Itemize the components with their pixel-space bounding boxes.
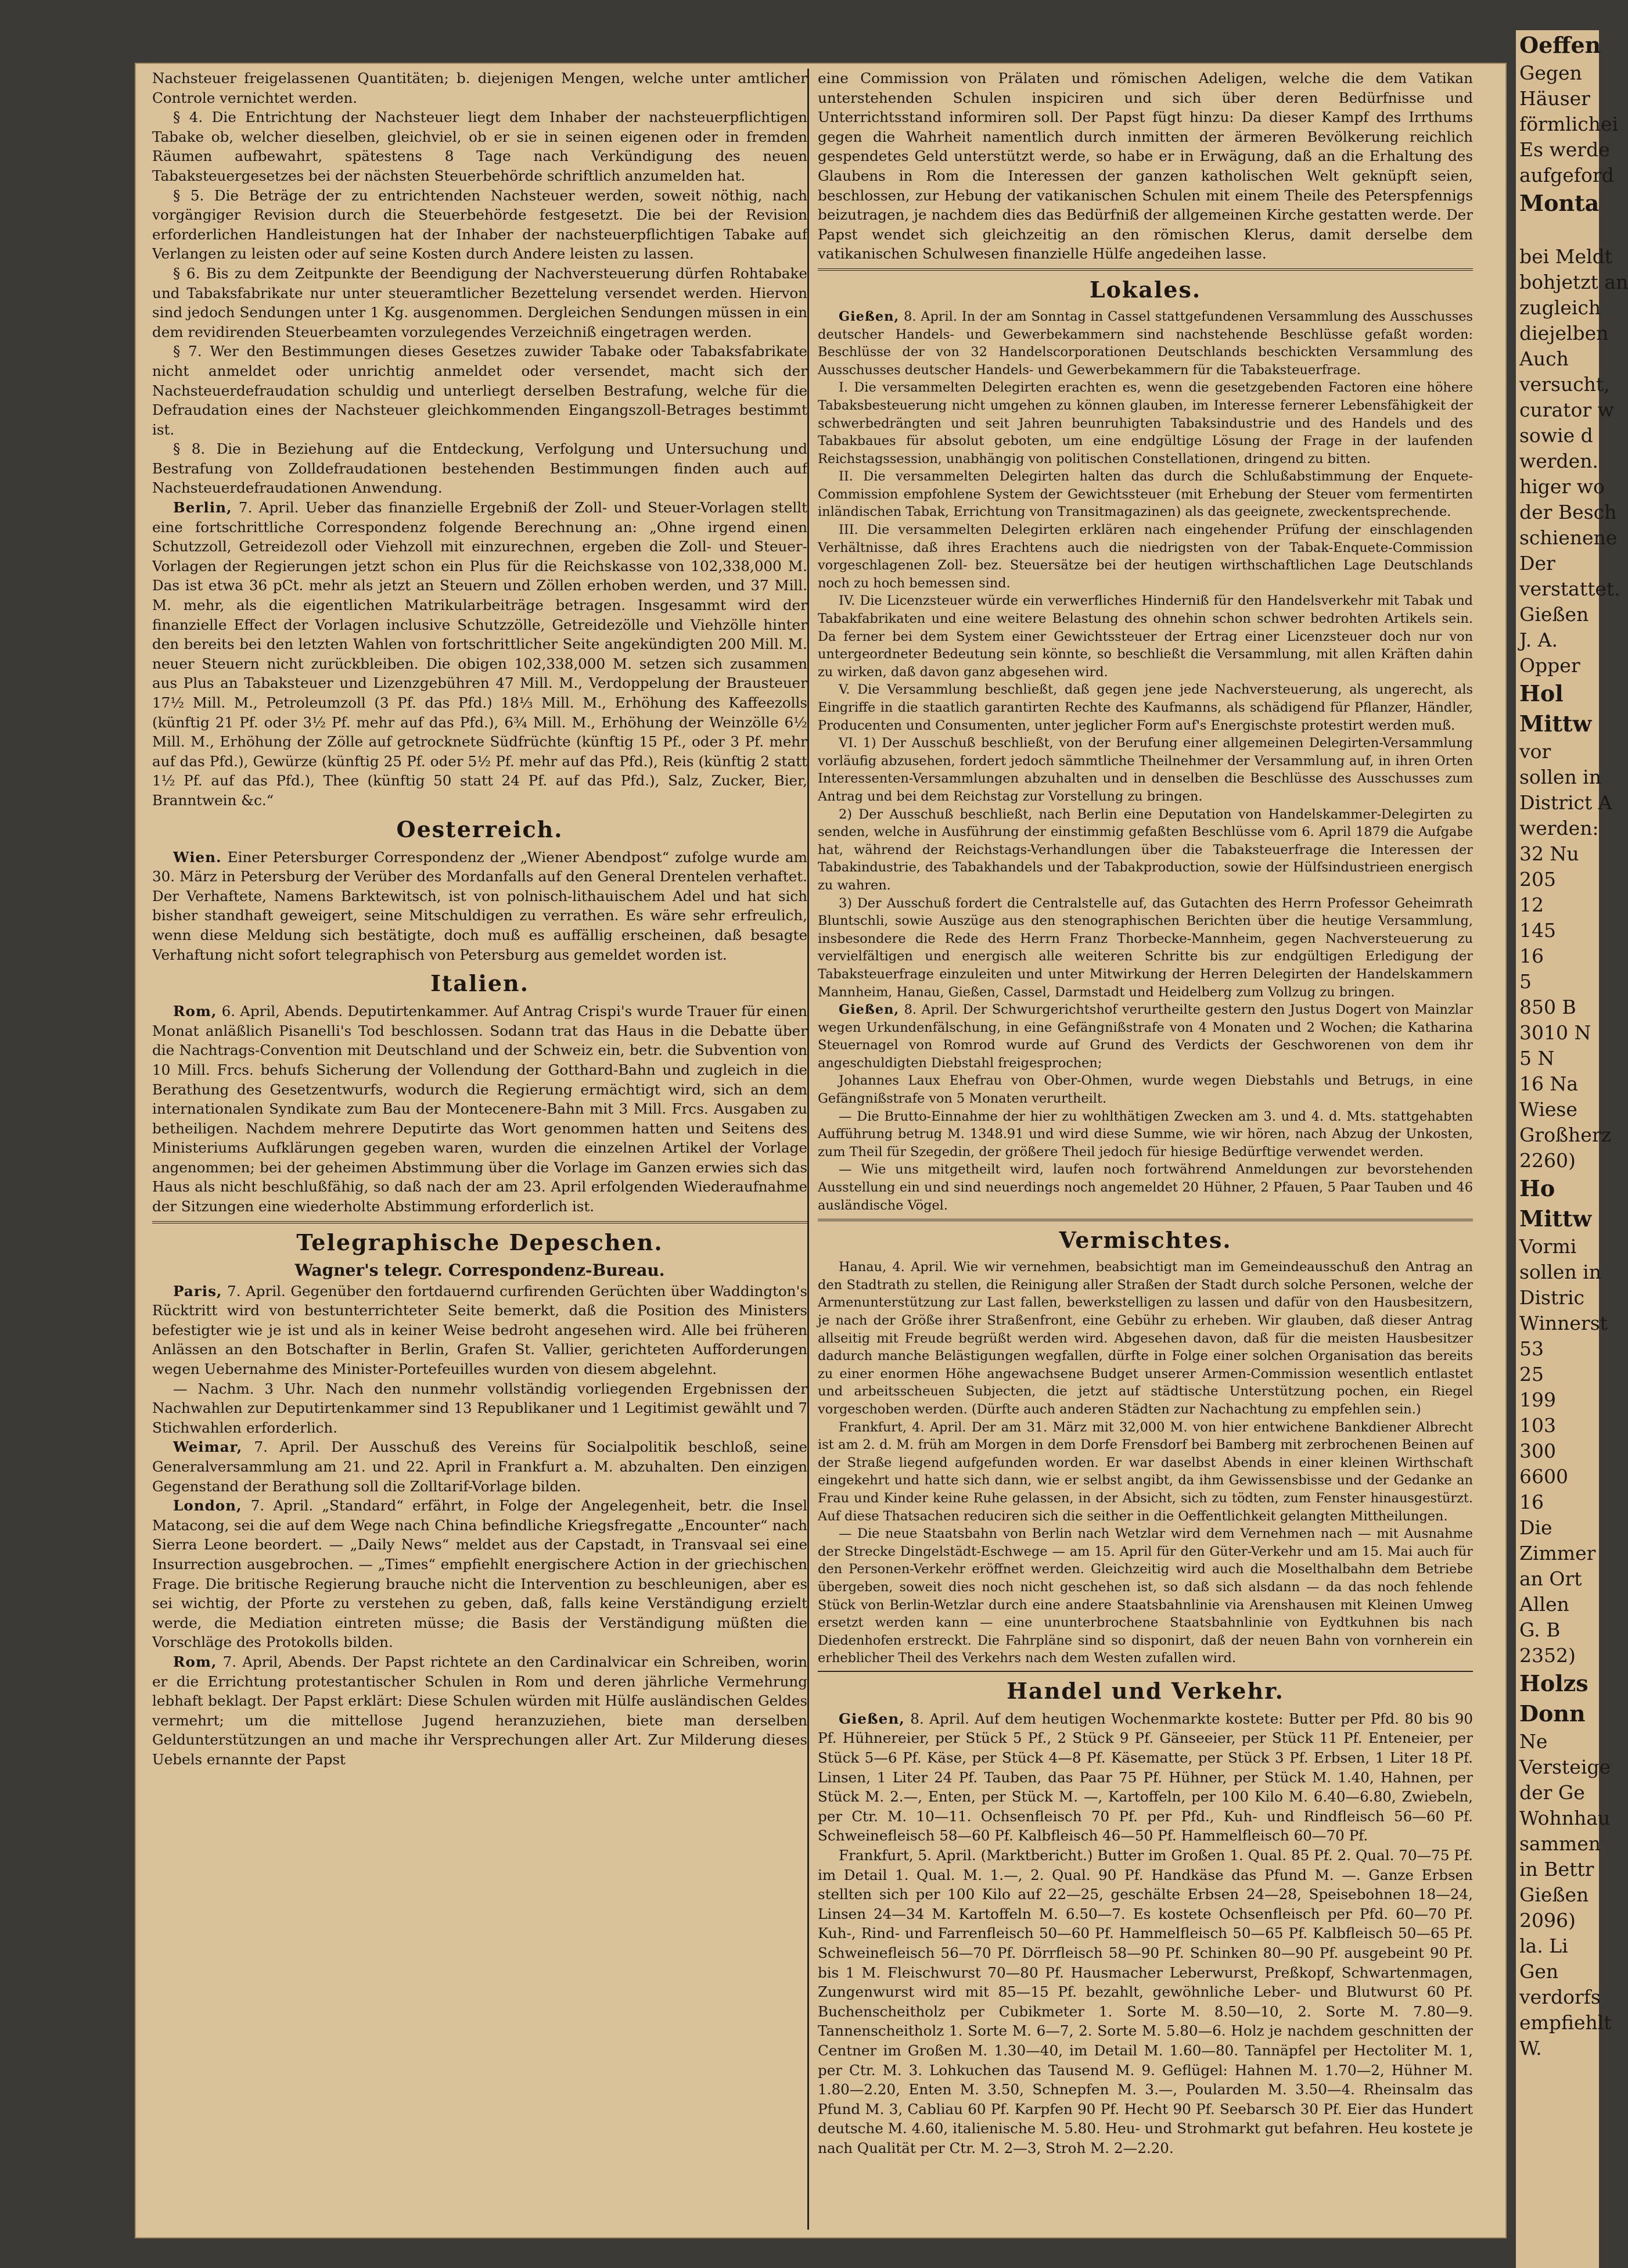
article-giessen [818,308,1473,379]
paragraph: — Die Brutto-Einnahme der hier zu wohlthätigen Zwecken am 3. und 4. d. Mts. stattgehabten Aufführung betrug M. 1348.91 und wird diese Summe, wie wir hören, nach Abzug der Unkosten, zum Theil für Szegedin, der größere Theil jedoch für hiesige Bedürftige verwendet werden. [818,1108,1473,1160]
strip-line: Wiese [1519,1098,1577,1121]
dateline: Paris, [173,1282,222,1300]
strip-line: 16 [1519,945,1544,967]
article-berlin [152,498,807,810]
paragraph: § 5. Die Beträge der zu entrichtenden Nachsteuer werden, soweit nöthig, nach vorgängiger Revision durch die Steuerbehörde festgesetzt. Die bei der Revision erforderlichen Handleistungen hat der Inhaber der nachsteuerpflichtigen Tabake auf Verlangen zu leisten oder auf seine Kosten durch Andere leisten zu lassen. [152,186,807,263]
strip-line: sollen in [1519,1261,1601,1283]
strip-line: Gießen [1519,1883,1589,1906]
dateline: Wien. [173,848,222,866]
strip-line: 25 [1519,1363,1544,1386]
strip-line: der Ge [1519,1781,1585,1804]
paragraph-continued: eine Commission von Prälaten und römischen Adeligen, welche die dem Vatikan unterstehenden Schulen inspiciren und sich über deren Bedürfnisse und Unterrichtsstand informiren soll. Der Papst fügt hinzu: Da dieser Kampf des Irrthums gegen die Wahrheit namentlich durch inmitten der ärmeren Bevölkerung reichlich gespendetes Geld unterstützt werde, so habe er in Erwägung, daß an die Erhaltung des Glaubens in Rom die Interessen der ganzen katholischen Welt geknüpft seien, beschlossen, zur Hebung der vatikanischen Schulen mit einem Theile des Peterspfennigs beizutragen, je nachdem dies das Bedürfniß der allgemeinen Kirche gestatten werde. Der Papst wendet sich gleichzeitig an den römischen Klerus, damit derselbe dem vatikanischen Schulwesen finanzielle Hülfe angedeihen lasse. [818,70,1473,263]
strip-line: Allen [1519,1593,1569,1616]
strip-line: schienene [1519,526,1618,549]
strip-line: Donn [1519,1700,1586,1727]
strip-line: sollen in [1519,766,1601,788]
dateline: London, [173,1497,242,1515]
strip-line: 5 [1519,970,1532,993]
strip-line: werden. [1519,450,1598,472]
article-market-frankfurt: Frankfurt, 5. April. (Marktbericht.) Butter im Großen 1. Qual. 85 Pf. 2. Qual. 70—75 Pf. im Detail 1. Qual. M. 1.—, 2. Qual. 90 Pf. Handkäse das Pfund M. —. Ganze Erbsen stellten sich per 100 Kilo auf 22—25, geschälte Erbsen 24—28, Speisebohnen 18—24, Linsen 24—34 M. Kartoffeln M. 6.50—7. Es kostete Ochsenfleisch per Pfd. 60—70 Pf. Kuh-, Rind- und Farrenfleisch 50—60 Pf. Hammelfleisch 50—65 Pf. Kalbfleisch 50—65 Pf. Schweinefleisch 56—70 Pf. Dörrfleisch 58—90 Pf. Schinken 80—90 Pf. ausgebeint 90 Pf. bis 1 M. Fleischwurst 70—80 Pf. Hausmacher Leberwurst, Preßkopf, Schwartenmagen, Zungenwurst wird mit 85—15 Pf. bezahlt, gewöhnliche Leber- und Blutwurst 60 Pf. Buchenscheitholz per Cubikmeter 1. Sorte M. 8.50—10, 2. Sorte M. 7.80—9. Tannenscheitholz 1. Sorte M. 6—7, 2. Sorte M. 5.80—6. Holz je nachdem geschnitten der Centner im Großen M. 1.30—40, im Detail M. 1.60—80. Tannäpfel per Hectoliter M. 1, per Ctr. M. 3. Lohkuchen das Tausend M. 9. Geflügel: Hahnen M. 1.70—2, Hühner M. 1.80—2.20, Enten M. 3.50, Schnepfen M. 3.—, Poularden M. 3.50—4. Rheinsalm das Pfund M. 3, Cabliau 60 Pf. Karpfen 90 Pf. Hecht 90 Pf. Seebarsch 30 Pf. Eier das Hundert deutsche M. 4.60, italienische M. 5.80. Heu- und Strohmarkt gut befahren. Heu kostete je nach Qualität per Ctr. M. 2—3, Stroh M. 2—2.20. [818,1847,1473,2156]
strip-line: G. B [1519,1619,1561,1641]
article-text: 7. April, Abends. Der Papst richtete an den Cardinalvicar ein Schreiben, worin er die Errichtung protestantischer Schulen in Rom und deren jährliche Vermehrung lebhaft beklagt. Der Papst erklärt: Diese Schulen würden mit Hülfe ausländischen Geldes vermehrt; um die mittellose Jugend heranzuziehen, biete man derselben Geldunterstützungen an und mache ihr Versprechungen aller Art. Zur Milderung dieses Uebels ernannte der Papst [152,1653,807,1768]
strip-line: J. A. [1519,629,1558,651]
strip-line: Versteige [1519,1756,1611,1778]
dateline: Rom, [173,1653,217,1670]
strip-line: an Ort [1519,1567,1582,1590]
article-text: 7. April. „Standard“ erfährt, in Folge der Angelegenheit, betr. die Insel Matacong, sei die auf dem Wege nach China befindliche Kriegsfregatte „Encounter“ nach Sierra Leone beordert. — „Daily News“ meldet aus der Capstadt, in Transvaal sei eine Insurrection ausgebrochen. — „Times“ empfiehlt energischere Action in der griechischen Frage. Die britische Regierung brauche nicht die Intervention zu beschleunigen, aber es sei wichtig, der Pforte zu verstehen zu geben, daß, falls keine Verständigung erzielt werde, die Mediation eintreten müsse; die Basis der Verständigung müßten die Vorschläge des Protokolls bilden. [152,1497,807,1651]
strip-line: verstattet. [1519,577,1620,600]
article-market-giessen [818,1709,1473,1846]
article-text: 8. April. Der Schwurgerichtshof verurtheilte gestern den Justus Dogert von Mainzlar wegen Urkundenfälschung, in eine Gefängnißstrafe von 4 Monaten und 2 Wochen; die Katharina Steuernagel von Romrod wurde auf Grund des Verdicts der Geschworenen von dem ihr angeschuldigten Diebstahl freigesprochen; [818,1002,1473,1071]
strip-line: Gegen [1519,62,1582,84]
article-text: Einer Petersburger Correspondenz der „Wiener Abendpost“ zufolge wurde am 30. März in Petersburg der Verüber des Mordanfalls auf den General Drentelen verhaftet. Der Verhaftete, Namens Barktewitsch, ist von polnisch-lithauischem Adel und hat sich bisher standhaft geweigert, seine Mitschuldigen zu verrathen. Es wäre sehr erfreulich, wenn diese Meldung sich bestätigte, doch muß es auffällig erscheinen, daß besagte Verhaftung nicht sofort telegraphisch von Petersburg aus gemeldet worden ist. [152,848,807,963]
column-separator [807,69,809,2230]
strip-line: curator w [1519,399,1614,421]
paragraph: Nachsteuer freigelassenen Quantitäten; b. diejenigen Mengen, welche unter amtlicher Controle vernichtet werden. [152,70,807,106]
dateline: Gießen, [839,1002,900,1018]
dateline: Rom, [173,1003,217,1020]
section-heading-italien: Italien. [430,970,529,997]
resolution-2: II. Die versammelten Delegirten halten das durch die Schlußabstimmung der Enquete-Commission empfohlene System der Gewichtssteuer (mit Erhebung der Steuer vom fermentirten inländischen Tabak, Errichtung von Transitmagazinen) als das geeignete, zweckentsprechende. [818,469,1473,520]
article-weimar [152,1437,807,1496]
resolution-1: I. Die versammelten Delegirten erachten es, wenn die gesetzgebenden Factoren eine höhere Tabaksbesteuerung nicht umgehen zu können glauben, im Interesse fernerer Lebensfähigkeit der schwerbedrängten und seit Jahren beunruhigten Tabaksindustrie und des Handels und des Tabakbaues für absolut geboten, um eine endgültige Lösung der Frage in der laufenden Reichstagssession, unabhängig von politischen Constellationen, dringend zu bitten. [818,380,1473,466]
dateline: Gießen, [839,308,900,324]
article-wien [152,848,807,965]
paragraph: Johannes Laux Ehefrau von Ober-Ohmen, wurde wegen Diebstahls und Betrugs, in eine Gefängnißstrafe von 5 Monaten verurtheilt. [818,1073,1473,1107]
strip-line: Ho [1519,1175,1555,1201]
strip-line: Hol [1519,680,1564,706]
strip-line: Zimmer [1519,1542,1596,1564]
section-rule [152,1221,807,1223]
strip-line: 6600 [1519,1465,1568,1488]
article-text: 7. April. Ueber das finanzielle Ergebniß der Zoll- und Steuer-Vorlagen stellt eine fortschrittliche Correspondenz folgende Berechnung an: „Ohne irgend einen Schutzzoll, Getreidezoll oder Viehzoll mit einzurechnen, ergeben die Zoll- und Steuer-Vorlagen der Regierungen jetzt schon ein Plus für die Reichskasse von 102,338,000 M. Das ist etwa 36 pCt. mehr als jetzt an Steuern und Zöllen erhoben werden, und 37 Mill. M. mehr, als die eigentlichen Matrikularbeiträge betragen. Insgesammt wird der finanzielle Effect der Vorlagen inclusive Schutzzölle, Getreidezölle und Viehzölle hinter den bereits bei den letzten Wahlen von fortschrittlicher Seite angekündigten 200 Mill. M. neuer Steuern nicht zurückbleiben. Die obigen 102,338,000 M. setzen sich zusammen aus Plus an Tabaksteuer und Lizenzgebühren 47 Mill. M., Verdoppelung der Brausteuer 17½ Mill. M., Petroleumzoll (3 Pf. das Pfd.) 18⅓ Mill. M., Erhöhung des Kaffeezolls (künftig 21 Pf. oder 3½ Pf. mehr auf das Pfd.), 6¾ Mill. M., Erhöhung der Weinzölle 6½ Mill. M., Erhöhung der Zölle auf getrocknete Südfrüchte (künftig 15 Pf., oder 3 Pf. mehr auf das Pfd.), Gewürze (künftig 25 Pf. oder 5½ Pf. mehr auf das Pfd.), Reis (künftig 2 statt 1½ Pf. auf das Pfd.), Thee (künftig 50 statt 24 Pf. auf das Pfd.), Salz, Zucker, Bier, Branntwein &c.“ [152,499,807,809]
dateline: Berlin, [173,499,232,516]
section-heading-oesterreich: Oesterreich. [396,816,563,842]
strip-line: verdorfs [1519,1986,1601,2008]
strip-line: Mittw [1519,710,1592,737]
strip-line: in Bettr [1519,1858,1594,1881]
strip-line: 103 [1519,1414,1556,1437]
article-rom-2 [152,1652,807,1770]
article-london [152,1496,807,1652]
strip-line: Vormi [1519,1235,1577,1258]
strip-line: District A [1519,791,1612,814]
strip-line: Die [1519,1516,1552,1539]
strip-line: 32 Nu [1519,842,1579,865]
section-heading-vermischtes: Vermischtes. [1059,1227,1232,1254]
strip-line: sowie d [1519,424,1593,447]
article-giessen-2 [818,1001,1473,1072]
strip-line: Häuser [1519,87,1590,110]
strip-line: Großherz [1519,1124,1611,1146]
strip-line: 850 B [1519,996,1576,1018]
paragraph: § 8. Die in Beziehung auf die Entdeckung, Verfolgung und Untersuchung und Bestrafung von Zolldefraudationen bestehenden Bestimmungen finden auch auf Nachsteuerdefraudationen Anwendung. [152,440,807,497]
strip-line: Auch [1519,347,1569,370]
strip-line: sammen [1519,1832,1601,1855]
strip-line: Es werde [1519,138,1610,161]
dateline: Weimar, [173,1438,243,1456]
section-heading-lokales: Lokales. [1089,276,1202,303]
strip-line: Holzs [1519,1670,1589,1696]
article-hanau: Hanau, 4. April. Wie wir vernehmen, beabsichtigt man im Gemeindeausschuß den Antrag an den Stadtrath zu stellen, die Reinigung aller Straßen der Stadt durch solche Personen, welche der Armenunterstützung zur Last fallen, bewerkstelligen zu lassen und dafür von den Hausbesitzern, je nach der Größe ihrer Straßenfront, eine Gebühr zu erheben. Wir glauben, daß dieser Antrag allseitig mit Freude begrüßt werden wird. Abgesehen davon, daß für die meisten Hausbesitzer dadurch manche Belästigungen wegfallen, dürfte in Folge einer solchen Organisation das bereits zu einer enormen Höhe angewachsene Budget unserer Armen-Commission wesentlich entlastet und arbeitsscheuen Subjecten, die jetzt auf städtische Unterstützung pochen, ein Riegel vorgeschoben werden. (Dürfte auch anderen Städten zur Nachachtung zu empfehlen sein.) [818,1259,1473,1417]
resolution-3: III. Die versammelten Delegirten erklären nach eingehender Prüfung der einschlagenden Verhältnisse, daß ihres Erachtens auch die niedrigsten von der Tabak-Enquete-Commission vorgeschlagenen Zoll- bez. Steuersätze bei der heutigen wirthschaftlichen Lage Deutschlands noch zu hoch bemessen sind. [818,522,1473,591]
strip-line: Winnerst [1519,1312,1608,1334]
resolution-6-3: 3) Der Ausschuß fordert die Centralstelle auf, das Gutachten des Herrn Professor Geheimrath Bluntschli, sowie Auszüge aus den stenographischen Berichten über die heutige Versammlung, insbesondere die Rede des Herrn Franz Thorbecke-Mannheim, gegen Nachversteuerung zu vervielfältigen und energisch alle weiteren Schritte bis zur endgültigen Erledigung der Tabaksteuerfrage einzuleiten und unter Mitwirkung der Herren Delegirten der Handelskammern Mannheim, Hanau, Gießen, Cassel, Darmstadt und Heidelberg zum Vollzug zu bringen. [818,895,1473,1000]
paragraph: § 4. Die Entrichtung der Nachsteuer liegt dem Inhaber der nachsteuerpflichtigen Tabake ob, welcher dieselben, gleichviel, ob er sie in seinen eigenen oder in fremden Räumen aufbewahrt, spätestens 8 Tage nach Verkündigung des neuen Tabaksteuergesetzes bei der nächsten Steuerbehörde schriftlich anzumelden hat. [152,109,807,184]
strip-line: 2096) [1519,1909,1576,1932]
strip-line: 53 [1519,1337,1544,1360]
strip-line: empfiehlt [1519,2011,1612,2034]
strip-line: Gießen [1519,603,1589,626]
strip-line: förmlichei [1519,113,1619,135]
strip-line: 3010 N [1519,1021,1591,1044]
strip-line: higer wo [1519,475,1605,498]
article-rom [152,1002,807,1216]
strip-line: versucht, [1519,373,1610,396]
adjacent-page-strip [1516,30,1628,2268]
strip-line: 16 Na [1519,1072,1579,1095]
resolution-6-2: 2) Der Ausschuß beschließt, nach Berlin eine Deputation von Handelskammer-Delegirten zu senden, welche in Ausführung der einstimmig gefaßten Beschlüsse vom 6. April 1879 die Aufgabe hat, während der Reichstags-Verhandlungen über die Tabaksteuerfrage die Interessen der Tabakindustrie, des Tabakhandels und der Tabakproduction, sowie der Hülfsindustrieen energisch zu wahren. [818,806,1473,893]
article-text: 7. April. Der Ausschuß des Vereins für Socialpolitik beschloß, seine Generalversammlung am 21. und 22. April in Frankfurt a. M. abzuhalten. Den einzigen Gegenstand der Berathung soll die Zolltarif-Vorlage bilden. [152,1438,807,1495]
strip-line: 2352) [1519,1644,1576,1667]
resolution-5: V. Die Versammlung beschließt, daß gegen jene jede Nachversteuerung, als ungerecht, als Eingriffe in die staatlich garantirten Rechte des Kaufmanns, als schädigend für Pflanzer, Händler, Producenten und Consumenten, unter jeglicher Form auf's Energischste protestirt werden muß. [818,682,1473,733]
strip-line: 300 [1519,1440,1556,1462]
strip-line: Wohnhau [1519,1807,1611,1829]
strip-line: werden: [1519,817,1599,839]
article-text: 8. April. In der am Sonntag in Cassel stattgefundenen Versammlung des Ausschusses deutscher Handels- und Gewerbekammern sind nachstehende Beschlüsse gefaßt worden: Beschlüsse der von 32 Handelscorporationen Deutschlands beschickten Versammlung des Ausschusses deutscher Handels- und Gewerbekammern für die Tabaksteuerfrage. [818,308,1474,378]
strip-line: 16 [1519,1491,1544,1513]
right-column [818,69,1473,2241]
strip-line: diejelben [1519,322,1609,344]
strip-line: 12 [1519,893,1544,916]
article-paris-2: — Nachm. 3 Uhr. Nach den nunmehr vollständig vorliegenden Ergebnissen der Nachwahlen zur Deputirtenkammer sind 13 Republikaner und 1 Legitimist gewählt und 7 Stichwahlen erforderlich. [152,1380,807,1436]
strip-line: bei Meldt [1519,245,1612,268]
dateline: Gießen, [839,1710,905,1727]
left-column [152,69,807,2221]
section-heading-telegraphische-depeschen: Telegraphische Depeschen. [296,1229,663,1255]
strip-line: zugleich [1519,296,1601,319]
strip-line: Monta [1519,190,1600,216]
strip-line: 5 N [1519,1047,1555,1070]
paragraph: § 6. Bis zu dem Zeitpunkte der Beendigung der Nachversteuerung dürfen Rohtabake und Tabaksfabrikate nur unter steueramtlicher Bezettelung versendet werden. Hiervon sind jedoch Sendungen unter 1 Kg. ausgenommen. Dergleichen Sendungen müssen in ein dem revidirenden Steuerbeamten vorzulegendes Verzeichniß eingetragen werden. [152,264,807,340]
resolution-6: VI. 1) Der Ausschuß beschließt, von der Berufung einer allgemeinen Delegirten-Versammlung vorläufig abzusehen, fordert jedoch sämmtliche Theilnehmer der Versammlung auf, in ihren Orten Interessenten-Versammlungen abzuhalten und in denselben die Beschlüsse des Ausschusses zum Antrag und bei dem Reichstag zur Vorstellung zu bringen. [818,735,1473,804]
strip-line: Ne [1519,1730,1548,1753]
article-text: 6. April, Abends. Deputirtenkammer. Auf Antrag Crispi's wurde Trauer für einen Monat anläßlich Pisanelli's Tod beschlossen. Sodann trat das Haus in die Debatte über die Nachtrags-Convention mit Deutschland und der Schweiz ein, betr. die Subvention von 10 Mill. Frcs. behufs Sicherung der Vollendung der Gotthard-Bahn und zugleich in die Berathung des Gesetzentwurfs, wodurch die Regierung ermächtigt wird, sich an dem internationalen Syndikate zum Bau der Montecenere-Bahn mit 3 Mill. Frcs. Ausgaben zu betheiligen. Nachdem mehrere Deputirte das Wort genommen hatten und Seitens des Ministeriums Aufklärungen gegeben waren, wurden die einzelnen Artikel der Vorlage angenommen; bei der geheimen Abstimmung über die Vorlage im Ganzen erwies sich das Haus als nicht beschlußfähig, so daß nach der am 23. April erfolgenden Wiederaufnahme der Sitzungen eine wiederholte Abstimmung erforderlich ist. [152,1003,807,1215]
article-text: 7. April. Gegenüber den fortdauernd curfirenden Gerüchten über Waddington's Rücktritt wird von bestunterrichteter Seite bemerkt, daß die Position des Ministers befestigter wie je ist und als in keiner Weise bedroht angesehen wird. Alle bei früheren Anlässen an den Botschafter in Berlin, Grafen St. Vallier, gerichteten Aufforderungen wegen Uebernahme des Minister-Portefeuilles wurden von diesem abgelehnt. [152,1282,807,1378]
strip-line: bohjetzt an [1519,271,1628,293]
strip-line: Gen [1519,1960,1559,1983]
strip-line: 2260) [1519,1149,1576,1172]
strip-line: Distric [1519,1286,1585,1309]
strip-line: vor [1519,740,1551,763]
paragraph: § 7. Wer den Bestimmungen dieses Gesetzes zuwider Tabake oder Tabaksfabrikate nicht anmeldet oder unrichtig anmeldet oder versendet, macht sich der Nachsteuerdefraudation schuldig und unterliegt derselben Bestrafung, welche für die Defraudation eines der Nachsteuer gleichkommenden Eingangszoll-Betrages bestimmt ist. [152,343,807,438]
strip-line: Mittw [1519,1205,1592,1232]
article-frankfurt: Frankfurt, 4. April. Der am 31. März mit 32,000 M. von hier entwichene Bankdiener Albrecht ist am 2. d. M. früh am Morgen in dem Dorfe Frensdorf bei Bamberg mit zerbrochenen Beinen auf der Straße liegend aufgefunden worden. Er war daselbst Abends in einer kleinen Wirthschaft eingekehrt und hatte sich dann, wie er selbst angibt, da ihm Gewissensbisse und der Gedanke an Frau und Kinder keine Ruhe gelassen, in der Absicht, sich zu tödten, zum Fenster hinausgestürzt. Auf diese Thatsachen reduciren sich die seither in die Oeffentlichkeit gelangten Mittheilungen. [818,1419,1473,1524]
section-rule [818,1671,1473,1672]
section-rule [818,268,1473,271]
strip-line: 145 [1519,919,1556,942]
strip-line: W. [1519,2037,1542,2059]
article-frankfurt-2: — Die neue Staatsbahn von Berlin nach Wetzlar wird dem Vernehmen nach — mit Ausnahme der Strecke Dingelstädt-Eschwege — am 15. April für den Güter-Verkehr und am 15. Mai auch für den Personen-Verkehr eröffnet werden. Gleichzeitig wird auch die Moselthalbahn dem Betriebe übergeben, soweit dies noch nicht geschehen ist, so daß sich alsdann — da das noch fehlende Stück von Berlin-Wetzlar durch eine andere Staatsbahnlinie via Arenshausen mit Kleinen Umweg ersetzt werden kann — eine ununterbrochene Staatsbahnlinie von Eydtkuhnen bis nach Diedenhofen erstreckt. Die Fahrpläne sind so disponirt, daß der neuen Bahn von vornherein ein erheblicher Theil des Verkehrs nach dem Westen zufallen wird. [818,1526,1473,1666]
strip-line: Der [1519,552,1555,575]
article-paris [152,1282,807,1379]
strip-line: Opper [1519,654,1580,677]
strip-line: der Besch [1519,501,1617,523]
subheading-wagner-bureau: Wagner's telegr. Correspondenz-Bureau. [294,1260,665,1280]
strip-line [1516,218,1599,244]
strip-line: Oeffen [1519,32,1601,58]
strip-line: la. Li [1519,1935,1568,1957]
paragraph: — Wie uns mitgetheilt wird, laufen noch fortwährend Anmeldungen zur bevorstehenden Ausstellung ein und sind neuerdings noch angemeldet 20 Hühner, 2 Pfauen, 5 Paar Tauben und 46 ausländische Vögel. [818,1162,1473,1213]
section-heading-handel-und-verkehr: Handel und Verkehr. [1007,1677,1284,1704]
strip-line: 205 [1519,868,1556,891]
section-rule [818,1219,1473,1221]
strip-line: aufgeford [1519,164,1614,186]
article-text: 8. April. Auf dem heutigen Wochenmarkte kostete: Butter per Pfd. 80 bis 90 Pf. Hühnereier, per Stück 5 Pf., 2 Stück 9 Pf. Gänseeier, per Stück 11 Pf. Enteneier, per Stück 5—6 Pf. Käse, per Stück 4—8 Pf. Käsematte, per Stück 3 Pf. Erbsen, 1 Liter 18 Pf. Linsen, 1 Liter 24 Pf. Tauben, das Paar 75 Pf. Hühner, per Stück M. 1.40, Hahnen, per Stück M. 2.—, Enten, per Stück M. —, Kartoffeln, per 100 Kilo M. 6.40—6.80, Zwiebeln, per Ctr. M. 10—11. Ochsenfleisch 70 Pf. per Pfd., Kuh- und Rindfleisch 56—60 Pf. Schweinefleisch 58—60 Pf. Kalbfleisch 46—50 Pf. Hammelfleisch 60—70 Pf. [818,1710,1473,1844]
strip-line: 199 [1519,1388,1556,1411]
resolution-4: IV. Die Licenzsteuer würde ein verwerfliches Hinderniß für den Handelsverkehr mit Tabak und Tabakfabrikaten und eine weitere Belastung des ohnehin schon schwer bedrohten Artikels sein. Da ferner bei dem System einer Gewichtssteuer der Ertrag einer Licenzsteuer doch nur von untergeordneter Bedeutung sein könnte, so beschließt die Versammlung, mit allen Kräften dahin zu wirken, daß davon ganz abgesehen wird. [818,593,1473,680]
